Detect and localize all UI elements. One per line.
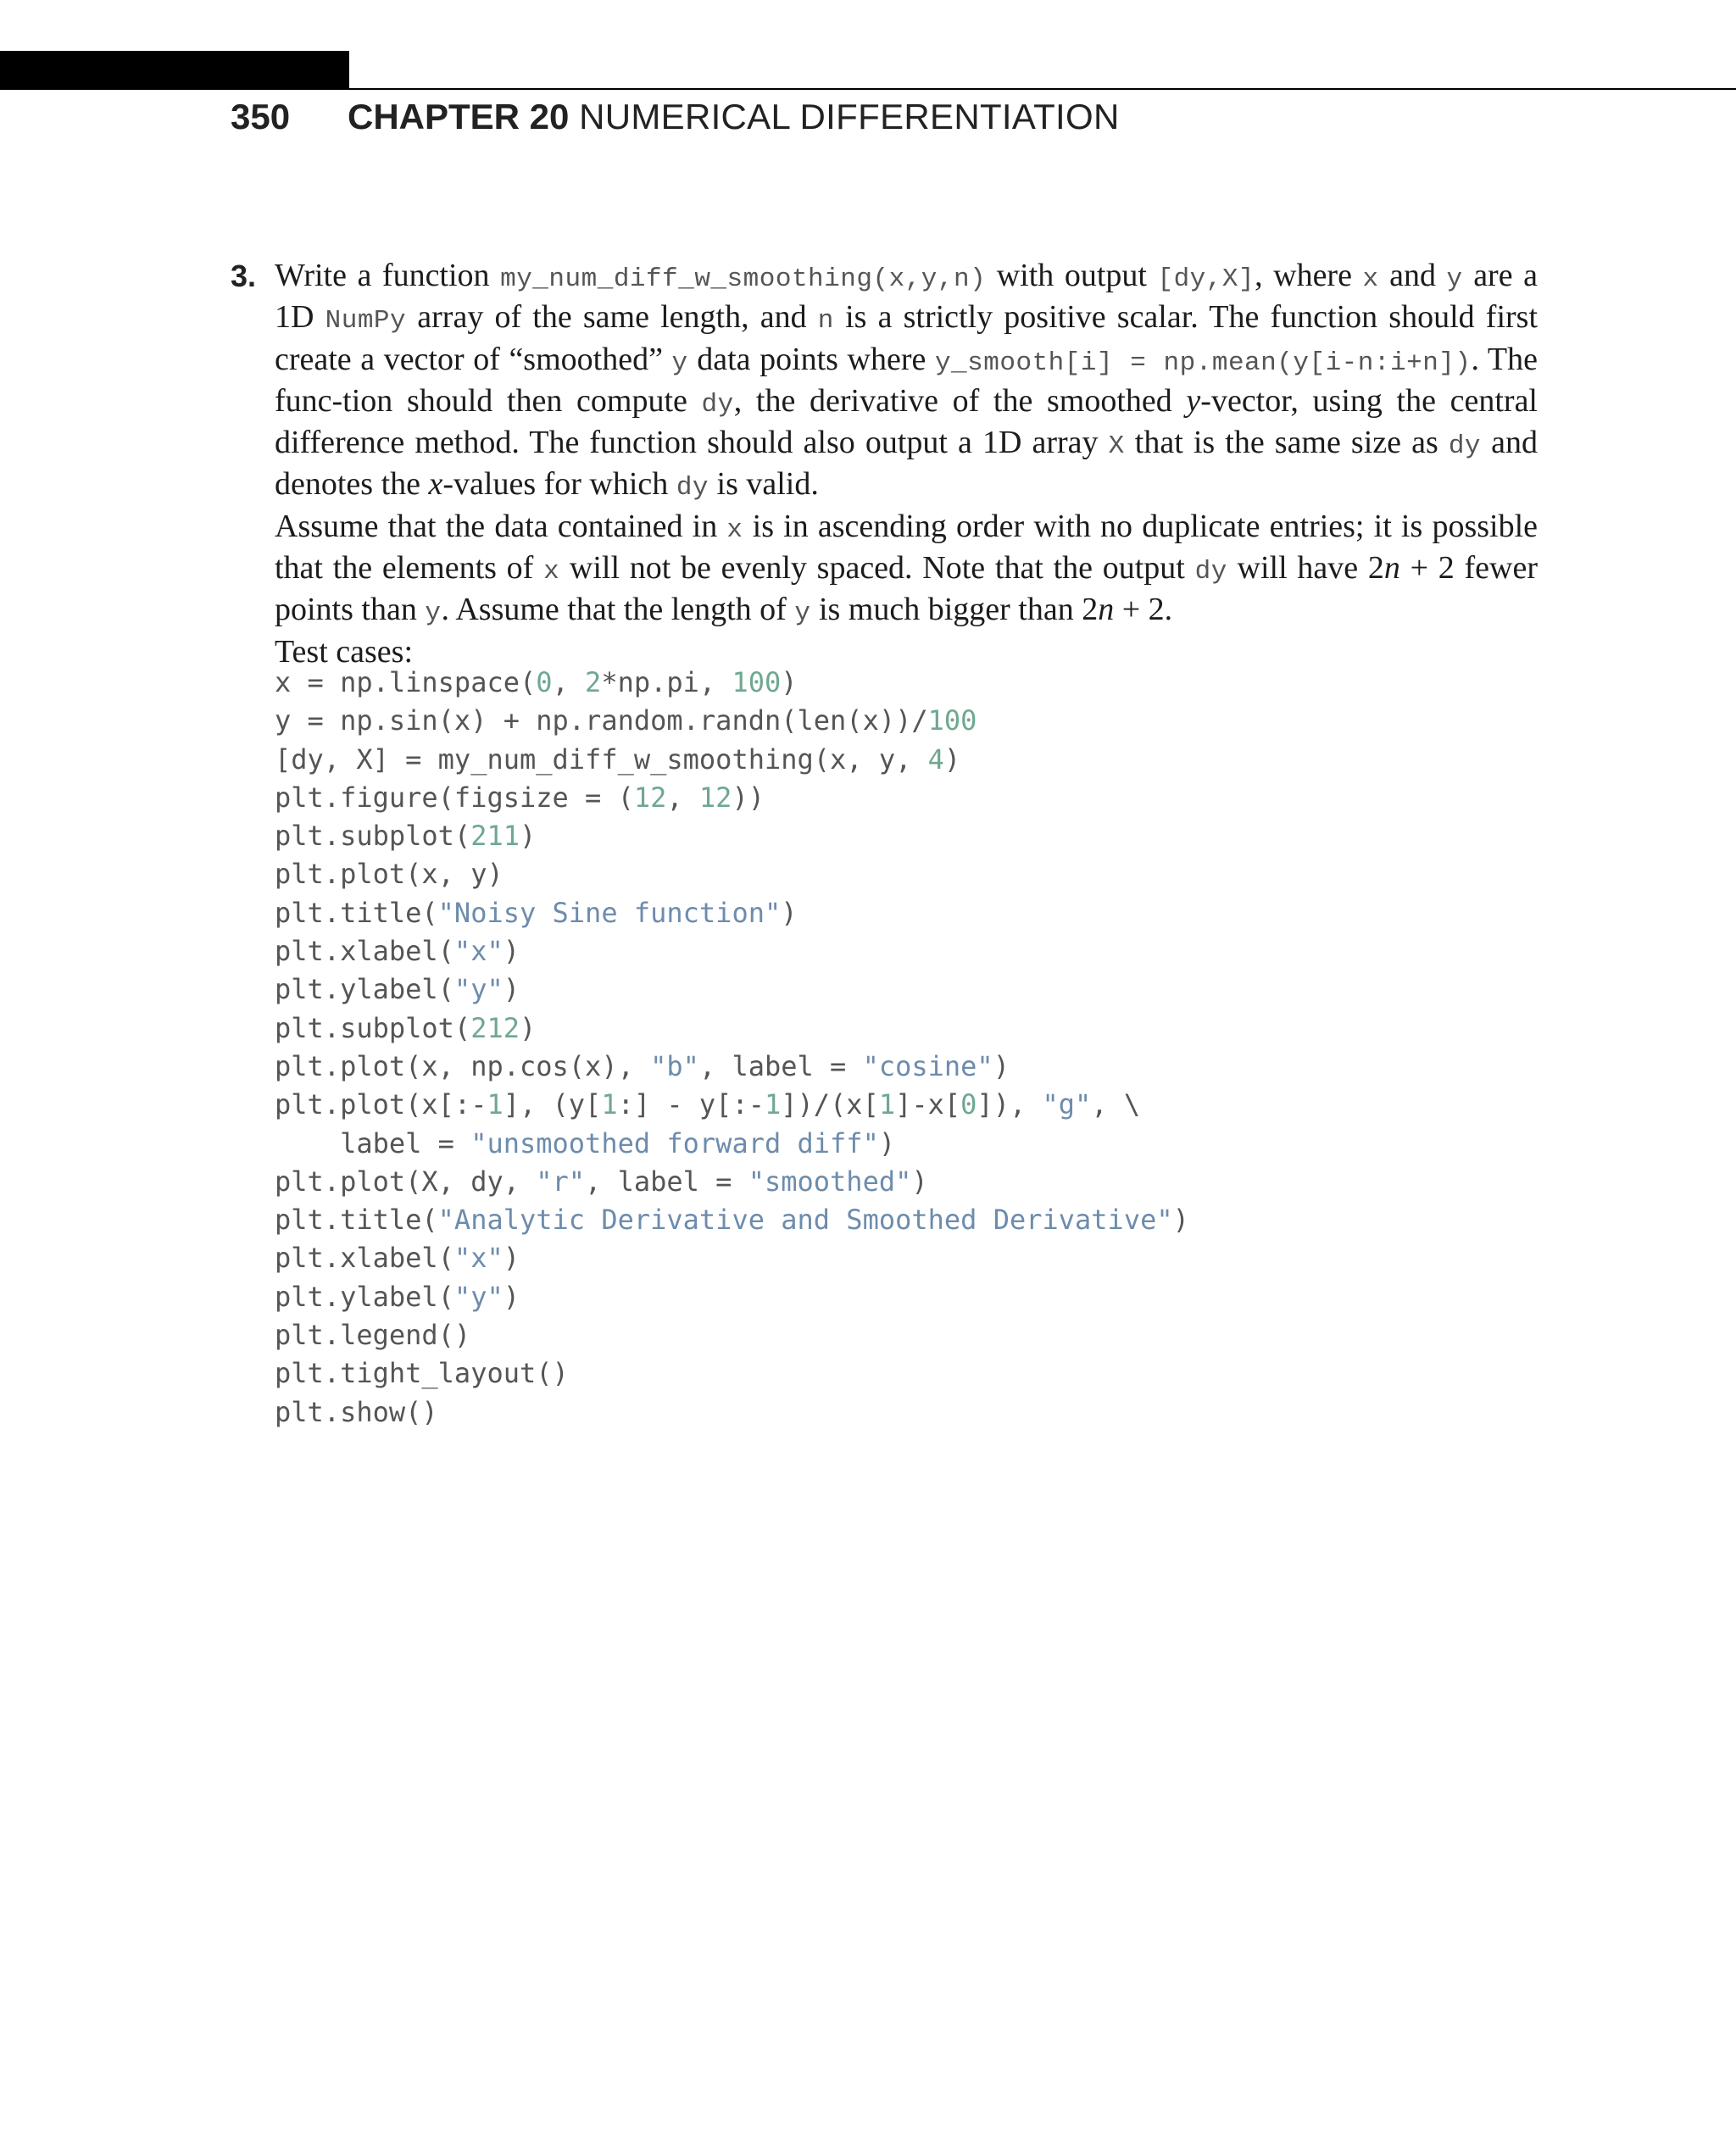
code-token: *np.pi, bbox=[601, 666, 732, 698]
inline-code: dy bbox=[1194, 557, 1227, 587]
code-number: 0 bbox=[960, 1088, 977, 1121]
code-token: ])/(x[ bbox=[781, 1088, 879, 1121]
text-run: array of the same length, and bbox=[406, 299, 818, 336]
exercise-paragraph-1 bbox=[275, 257, 1538, 508]
code-number: 12 bbox=[633, 781, 667, 814]
code-token: ) bbox=[503, 1242, 520, 1275]
text-run: that is the same size as bbox=[1124, 425, 1449, 461]
text-run: is in ascending order with no duplicate entries; it is possible that the elements of bbox=[275, 508, 1538, 587]
code-token: ], (y[ bbox=[503, 1088, 602, 1121]
inline-code: x bbox=[543, 557, 560, 587]
code-token: plt.show() bbox=[275, 1395, 438, 1428]
inline-code: my_num_diff_w_smoothing(x,y,n) bbox=[500, 264, 987, 294]
code-token: , bbox=[666, 781, 699, 814]
code-token: plt.title( bbox=[275, 896, 438, 929]
inline-code: dy bbox=[1448, 431, 1482, 462]
text-run: + 2 fewer points than bbox=[275, 550, 1538, 628]
header-bar bbox=[0, 51, 349, 90]
code-token: plt.title( bbox=[275, 1204, 438, 1237]
code-token: plt.subplot( bbox=[275, 820, 471, 853]
code-number: 212 bbox=[470, 1011, 520, 1044]
inline-code: x bbox=[1362, 264, 1379, 294]
code-line bbox=[275, 1354, 1189, 1393]
code-string: "y" bbox=[453, 1280, 504, 1313]
code-token: plt.plot(X, dy, bbox=[275, 1165, 537, 1198]
page-number: 350 bbox=[231, 97, 291, 136]
code-token: plt.xlabel( bbox=[275, 935, 454, 968]
code-number: 2 bbox=[585, 666, 602, 698]
code-token: plt.plot(x, np.cos(x), bbox=[275, 1049, 651, 1082]
code-token: plt.figure(figsize = ( bbox=[275, 781, 634, 814]
code-string: "Analytic Derivative and Smoothed Derivative" bbox=[437, 1204, 1173, 1237]
code-token: [dy, X] = my_num_diff_w_smoothing(x, y, bbox=[275, 742, 928, 776]
code-string: "cosine" bbox=[862, 1049, 993, 1082]
code-line bbox=[275, 1393, 1189, 1432]
code-token: label = bbox=[275, 1126, 471, 1159]
text-run: + 2. bbox=[1114, 592, 1173, 628]
code-number: 100 bbox=[732, 666, 782, 698]
code-string: "r" bbox=[536, 1165, 586, 1198]
exercise-number: 3. bbox=[231, 259, 257, 293]
text-run: is much bigger than 2 bbox=[810, 592, 1099, 628]
code-token: ) bbox=[503, 973, 520, 1006]
code-string: "smoothed" bbox=[748, 1165, 912, 1198]
code-string: "unsmoothed forward diff" bbox=[470, 1126, 879, 1159]
code-line bbox=[275, 702, 1189, 740]
code-line bbox=[275, 779, 1189, 817]
code-token: ) bbox=[503, 1280, 520, 1313]
code-token: ) bbox=[781, 896, 798, 929]
code-token: ) bbox=[878, 1126, 896, 1159]
inline-code: y bbox=[1446, 264, 1463, 294]
code-line bbox=[275, 932, 1189, 970]
code-number: 1 bbox=[487, 1088, 504, 1121]
code-token: plt.plot(x[:- bbox=[275, 1088, 487, 1121]
code-token: ]), bbox=[976, 1088, 1043, 1121]
text-run: with output bbox=[986, 258, 1158, 293]
code-token: :] - y[:- bbox=[617, 1088, 765, 1121]
code-line bbox=[275, 1201, 1189, 1239]
header-rule bbox=[349, 88, 1736, 90]
text-run: will not be evenly spaced. Note that the output bbox=[559, 550, 1195, 587]
code-line bbox=[275, 1048, 1189, 1086]
code-line bbox=[275, 1239, 1189, 1277]
text-run: will have 2 bbox=[1227, 550, 1384, 587]
chapter-title: NUMERICAL DIFFERENTIATION bbox=[579, 97, 1120, 136]
math-variable: y bbox=[1186, 382, 1201, 419]
inline-code: dy bbox=[701, 389, 734, 420]
code-token: ]-x[ bbox=[895, 1088, 961, 1121]
code-number: 1 bbox=[764, 1088, 782, 1121]
text-run: data points where bbox=[687, 341, 935, 377]
code-token: x = np.linspace( bbox=[275, 666, 537, 698]
code-number: 0 bbox=[536, 666, 553, 698]
inline-code: n bbox=[817, 306, 834, 336]
text-run: . The func-tion should then compute bbox=[275, 341, 1538, 419]
code-token: plt.ylabel( bbox=[275, 1280, 454, 1313]
code-token: plt.plot(x, y) bbox=[275, 858, 504, 891]
running-head bbox=[348, 92, 1120, 142]
code-line bbox=[275, 855, 1189, 893]
code-token: ) bbox=[503, 935, 520, 968]
code-string: "x" bbox=[453, 935, 504, 968]
inline-code: x bbox=[726, 514, 743, 545]
code-line bbox=[275, 1009, 1189, 1048]
code-string: "g" bbox=[1042, 1088, 1092, 1121]
text-run: is a strictly positive scalar. The function should first create a vector of “smoothed” bbox=[275, 299, 1538, 377]
code-token: ) bbox=[519, 1011, 537, 1044]
code-line bbox=[275, 1278, 1189, 1316]
text-run: are a 1D bbox=[275, 258, 1538, 336]
code-number: 1 bbox=[878, 1088, 896, 1121]
text-run: is valid. bbox=[709, 466, 819, 503]
test-cases-label: Test cases: bbox=[275, 633, 414, 670]
code-number: 4 bbox=[927, 742, 944, 776]
math-variable: n bbox=[1098, 592, 1115, 628]
code-token: y = np.sin(x) + np.random.randn(len(x))/ bbox=[275, 704, 928, 737]
code-token: , label = bbox=[585, 1165, 748, 1198]
code-line bbox=[275, 741, 1189, 779]
inline-code: y_smooth[i] = np.mean(y[i-n:i+n]) bbox=[934, 348, 1472, 378]
inline-code: [dy,X] bbox=[1157, 264, 1255, 294]
code-token: plt.subplot( bbox=[275, 1011, 471, 1044]
code-line bbox=[275, 894, 1189, 932]
code-number: 1 bbox=[601, 1088, 618, 1121]
code-string: "Noisy Sine function" bbox=[437, 896, 782, 929]
chapter-label: CHAPTER 20 bbox=[348, 97, 570, 136]
code-number: 12 bbox=[698, 781, 732, 814]
text-run: and denotes the bbox=[275, 425, 1538, 503]
code-line bbox=[275, 1125, 1189, 1163]
code-token: , label = bbox=[698, 1049, 863, 1082]
code-token: plt.tight_layout() bbox=[275, 1357, 569, 1390]
inline-code: y bbox=[671, 348, 688, 378]
code-token: , \ bbox=[1091, 1088, 1141, 1121]
text-run: -vector, using the central difference method. The function should also output a 1D array bbox=[275, 382, 1538, 461]
code-token: ) bbox=[519, 820, 537, 853]
exercise-body bbox=[275, 257, 1538, 671]
code-number: 211 bbox=[470, 820, 520, 853]
text-run: , where bbox=[1255, 258, 1363, 293]
text-run: . Assume that the length of bbox=[441, 592, 795, 628]
code-token: ) bbox=[943, 742, 961, 776]
inline-code: NumPy bbox=[325, 306, 407, 336]
text-run: Write a function bbox=[275, 258, 501, 293]
code-token: ) bbox=[993, 1049, 1010, 1082]
inline-code: y bbox=[794, 598, 811, 629]
code-line bbox=[275, 817, 1189, 855]
inline-code: X bbox=[1108, 431, 1125, 462]
inline-code: y bbox=[425, 598, 442, 629]
code-token: )) bbox=[732, 781, 765, 814]
math-variable: x bbox=[428, 466, 443, 503]
code-line bbox=[275, 1163, 1189, 1201]
math-variable: n bbox=[1383, 550, 1400, 587]
inline-code: dy bbox=[676, 473, 709, 503]
code-token: ) bbox=[1172, 1204, 1189, 1237]
code-line bbox=[275, 664, 1189, 702]
code-string: "x" bbox=[453, 1242, 504, 1275]
code-line bbox=[275, 1316, 1189, 1354]
text-run: Assume that the data contained in bbox=[275, 508, 727, 544]
code-token: plt.ylabel( bbox=[275, 973, 454, 1006]
code-block bbox=[275, 664, 1189, 1432]
code-token: plt.xlabel( bbox=[275, 1242, 454, 1275]
code-token: ) bbox=[781, 666, 798, 698]
code-number: 100 bbox=[927, 704, 977, 737]
code-token: , bbox=[552, 666, 586, 698]
code-string: "y" bbox=[453, 973, 504, 1006]
code-token: plt.legend() bbox=[275, 1319, 471, 1352]
code-line bbox=[275, 1086, 1189, 1124]
code-string: "b" bbox=[650, 1049, 699, 1082]
text-run: -values for which bbox=[442, 466, 676, 503]
text-run: and bbox=[1378, 258, 1447, 293]
code-token: ) bbox=[911, 1165, 928, 1198]
code-line bbox=[275, 970, 1189, 1009]
text-run: , the derivative of the smoothed bbox=[733, 382, 1187, 419]
exercise-paragraph-2 bbox=[275, 508, 1538, 633]
